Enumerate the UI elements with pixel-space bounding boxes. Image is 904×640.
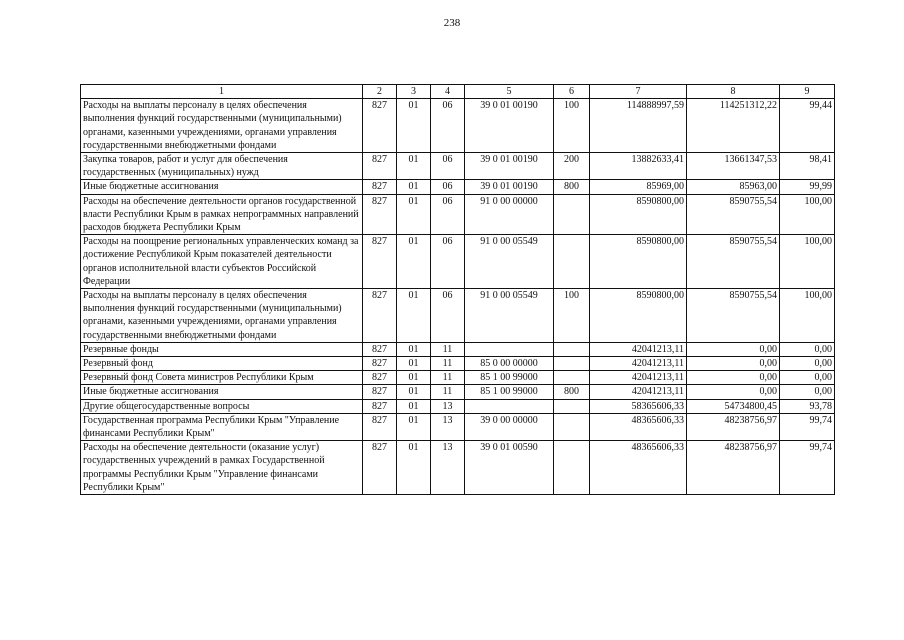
expense-type-code [554,441,590,495]
ministry-code: 827 [363,289,397,343]
section-code: 01 [397,413,431,440]
subsection-code: 06 [431,180,465,194]
subsection-code: 06 [431,235,465,289]
execution-percent: 98,41 [780,153,835,180]
table-header-row [81,85,835,99]
section-code: 01 [397,235,431,289]
executed-amount: 0,00 [687,385,780,399]
expense-type-code [554,413,590,440]
target-article-code: 85 0 00 00000 [465,357,554,371]
expense-name: Резервный фонд Совета министров Республики Крым [81,371,363,385]
table-row [81,441,835,495]
execution-percent: 100,00 [780,289,835,343]
table-row [81,235,835,289]
planned-amount: 48365606,33 [590,441,687,495]
target-article-code: 39 0 01 00190 [465,180,554,194]
ministry-code: 827 [363,413,397,440]
ministry-code: 827 [363,153,397,180]
target-article-code: 39 0 01 00190 [465,99,554,153]
expense-name: Иные бюджетные ассигнования [81,385,363,399]
expense-name: Иные бюджетные ассигнования [81,180,363,194]
executed-amount: 114251312,22 [687,99,780,153]
target-article-code [465,399,554,413]
expense-name: Резервный фонд [81,357,363,371]
executed-amount: 48238756,97 [687,441,780,495]
table-row [81,99,835,153]
table-row [81,342,835,356]
executed-amount: 8590755,54 [687,289,780,343]
execution-percent: 100,00 [780,235,835,289]
section-code: 01 [397,289,431,343]
table-row [81,357,835,371]
ministry-code: 827 [363,385,397,399]
column-header: 2 [363,85,397,99]
table-row [81,385,835,399]
ministry-code: 827 [363,342,397,356]
column-header: 7 [590,85,687,99]
section-code: 01 [397,194,431,235]
expense-name: Расходы на выплаты персоналу в целях обеспечения выполнения функций государственными (муниципальными) органами, казенными учреждениями, органами управления государственными внебюджетными фондами [81,289,363,343]
execution-percent: 99,44 [780,99,835,153]
section-code: 01 [397,371,431,385]
section-code: 01 [397,399,431,413]
subsection-code: 13 [431,441,465,495]
execution-percent: 99,99 [780,180,835,194]
expense-type-code: 200 [554,153,590,180]
column-header: 9 [780,85,835,99]
planned-amount: 48365606,33 [590,413,687,440]
expense-name: Государственная программа Республики Крым "Управление финансами Республики Крым" [81,413,363,440]
ministry-code: 827 [363,357,397,371]
expense-name: Расходы на поощрение региональных управленческих команд за достижение Республикой Крым показателей деятельности органов исполнительной власти субъектов Российской Федерации [81,235,363,289]
executed-amount: 85963,00 [687,180,780,194]
section-code: 01 [397,153,431,180]
table-row [81,153,835,180]
expense-type-code: 100 [554,99,590,153]
subsection-code: 11 [431,385,465,399]
subsection-code: 11 [431,342,465,356]
target-article-code: 91 0 00 05549 [465,289,554,343]
section-code: 01 [397,357,431,371]
execution-percent: 0,00 [780,357,835,371]
column-header: 1 [81,85,363,99]
column-header: 4 [431,85,465,99]
executed-amount: 48238756,97 [687,413,780,440]
executed-amount: 0,00 [687,371,780,385]
execution-percent: 99,74 [780,413,835,440]
column-header: 3 [397,85,431,99]
execution-percent: 0,00 [780,342,835,356]
executed-amount: 8590755,54 [687,194,780,235]
section-code: 01 [397,342,431,356]
planned-amount: 42041213,11 [590,385,687,399]
planned-amount: 58365606,33 [590,399,687,413]
table-row [81,413,835,440]
ministry-code: 827 [363,441,397,495]
table-row [81,399,835,413]
section-code: 01 [397,180,431,194]
target-article-code: 39 0 01 00590 [465,441,554,495]
ministry-code: 827 [363,99,397,153]
execution-percent: 0,00 [780,371,835,385]
planned-amount: 8590800,00 [590,194,687,235]
planned-amount: 85969,00 [590,180,687,194]
subsection-code: 06 [431,289,465,343]
expense-type-code [554,371,590,385]
expense-type-code [554,399,590,413]
ministry-code: 827 [363,371,397,385]
expense-name: Другие общегосударственные вопросы [81,399,363,413]
page-number: 238 [443,17,461,29]
execution-percent: 93,78 [780,399,835,413]
column-header: 8 [687,85,780,99]
table-row [81,371,835,385]
subsection-code: 06 [431,99,465,153]
expense-name: Расходы на обеспечение деятельности органов государственной власти Республики Крым в рамках непрограммных направлений расходов бюджета Республики Крым [81,194,363,235]
expense-name: Расходы на выплаты персоналу в целях обеспечения выполнения функций государственными (муниципальными) органами, казенными учреждениями, органами управления государственными внебюджетными фондами [81,99,363,153]
ministry-code: 827 [363,399,397,413]
expense-name: Расходы на обеспечение деятельности (оказание услуг) государственных учреждений в рамках Государственной программы Республики Крым "Управление финансами Республики Крым" [81,441,363,495]
section-code: 01 [397,99,431,153]
target-article-code: 85 1 00 99000 [465,385,554,399]
ministry-code: 827 [363,180,397,194]
expense-name: Резервные фонды [81,342,363,356]
planned-amount: 8590800,00 [590,235,687,289]
expense-type-code: 800 [554,385,590,399]
subsection-code: 06 [431,194,465,235]
planned-amount: 13882633,41 [590,153,687,180]
expense-type-code [554,342,590,356]
ministry-code: 827 [363,235,397,289]
subsection-code: 11 [431,357,465,371]
subsection-code: 06 [431,153,465,180]
executed-amount: 0,00 [687,357,780,371]
subsection-code: 11 [431,371,465,385]
target-article-code: 91 0 00 05549 [465,235,554,289]
expense-type-code [554,357,590,371]
subsection-code: 13 [431,399,465,413]
section-code: 01 [397,441,431,495]
expense-type-code [554,194,590,235]
executed-amount: 8590755,54 [687,235,780,289]
target-article-code: 39 0 01 00190 [465,153,554,180]
section-code: 01 [397,385,431,399]
expense-type-code [554,235,590,289]
table-row [81,289,835,343]
table-row [81,180,835,194]
expense-name: Закупка товаров, работ и услуг для обеспечения государственных (муниципальных) нужд [81,153,363,180]
subsection-code: 13 [431,413,465,440]
execution-percent: 0,00 [780,385,835,399]
executed-amount: 54734800,45 [687,399,780,413]
target-article-code [465,342,554,356]
target-article-code: 39 0 00 00000 [465,413,554,440]
planned-amount: 8590800,00 [590,289,687,343]
execution-percent: 100,00 [780,194,835,235]
ministry-code: 827 [363,194,397,235]
target-article-code: 85 1 00 99000 [465,371,554,385]
budget-table [80,84,835,495]
executed-amount: 13661347,53 [687,153,780,180]
planned-amount: 42041213,11 [590,357,687,371]
target-article-code: 91 0 00 00000 [465,194,554,235]
planned-amount: 42041213,11 [590,371,687,385]
column-header: 5 [465,85,554,99]
expense-type-code: 800 [554,180,590,194]
expense-type-code: 100 [554,289,590,343]
planned-amount: 114888997,59 [590,99,687,153]
table-row [81,194,835,235]
execution-percent: 99,74 [780,441,835,495]
column-header: 6 [554,85,590,99]
planned-amount: 42041213,11 [590,342,687,356]
executed-amount: 0,00 [687,342,780,356]
